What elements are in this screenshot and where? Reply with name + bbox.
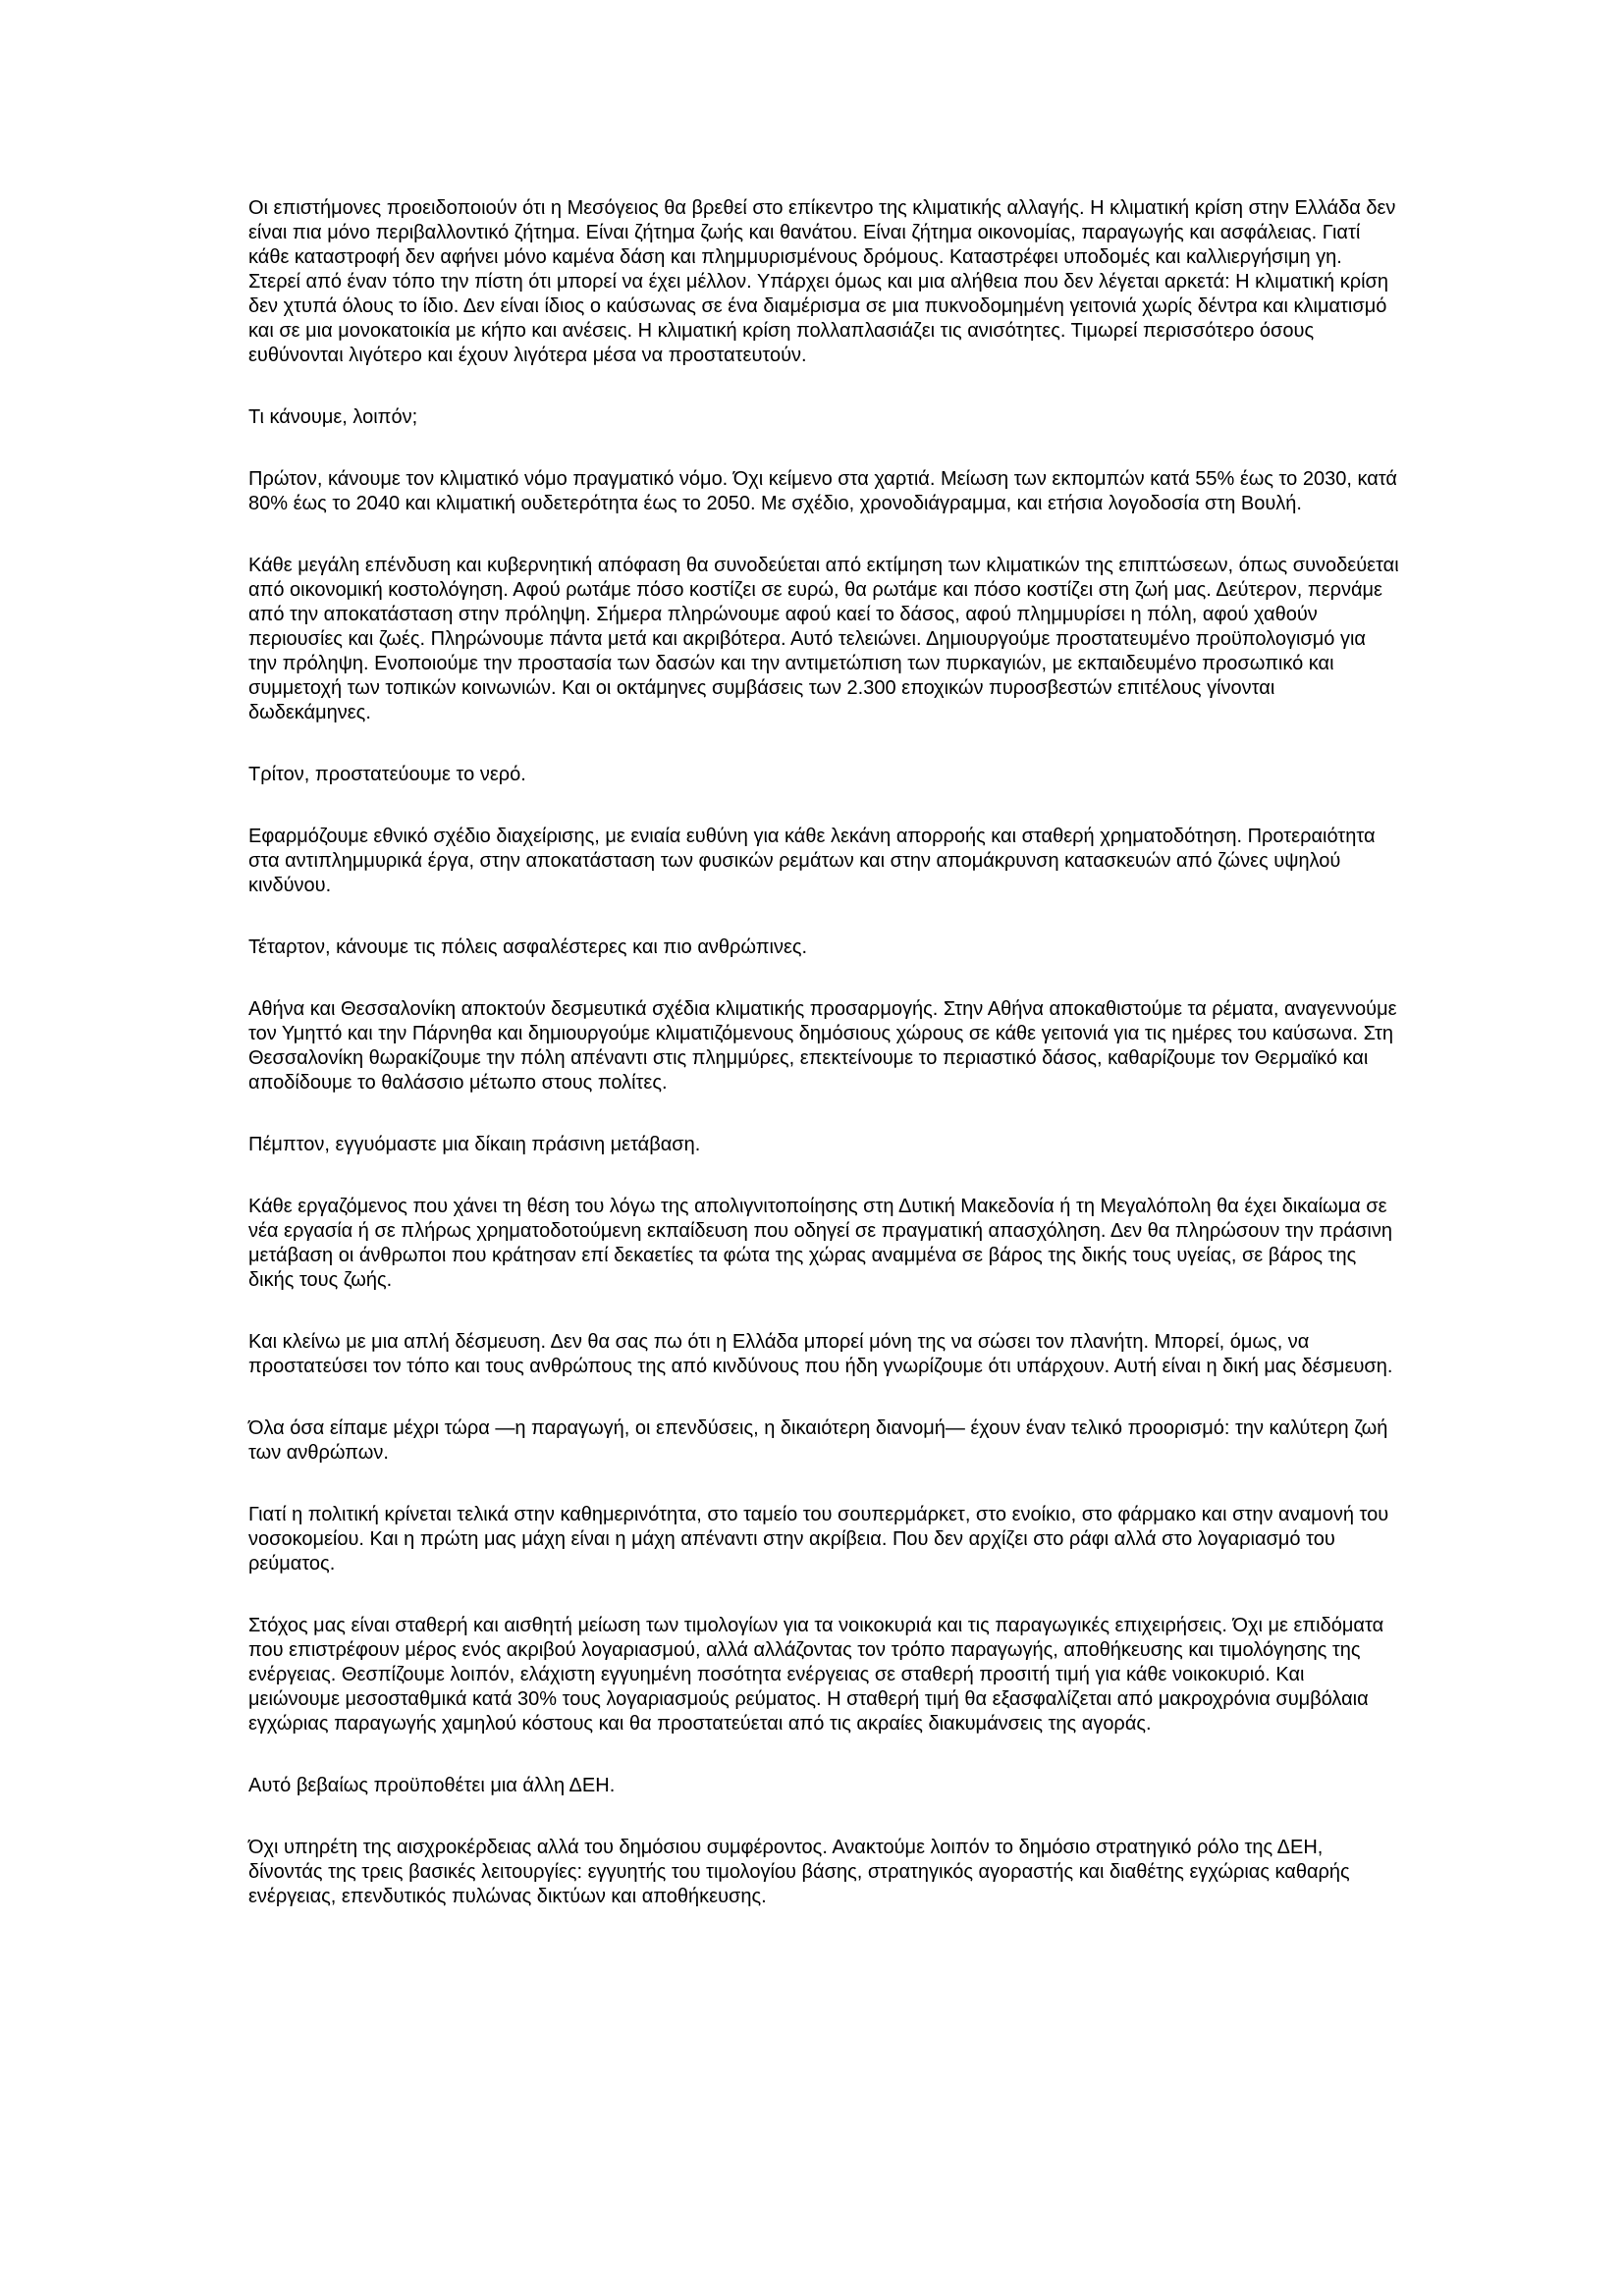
paragraph-10: Κάθε εργαζόμενος που χάνει τη θέση του λόγω της απολιγνιτοποίησης στη Δυτική Μακεδονία ή τη Μεγαλόπολη θα έχει δικαίωμα σε νέα εργασία ή σε πλήρως χρηματοδοτούμενη εκπαίδευση που οδηγεί σε πραγματική απασχόληση. Δεν θα πληρώσουν την πράσινη μετάβαση οι άνθρωποι που κράτησαν επί δεκαετίες τα φώτα της χώρας αναμμένα σε βάρος της δικής τους υγείας, σε βάρος της δικής τους ζωής.	[248, 1196, 1392, 1291]
paragraph-11: Και κλείνω με μια απλή δέσμευση. Δεν θα σας πω ότι η Ελλάδα μπορεί μόνη της να σώσει τον πλανήτη. Μπορεί, όμως, να προστατεύσει τον τόπο και τους ανθρώπους της από κινδύνους που ήδη γνωρίζουμε ότι υπάρχουν. Αυτή είναι η δική μας δέσμευση.	[248, 1331, 1393, 1377]
paragraph-7: Τέταρτον, κάνουμε τις πόλεις ασφαλέστερες και πιο ανθρώπινες.	[248, 936, 808, 958]
paragraph-2: Τι κάνουμε, λοιπόν;	[248, 406, 418, 428]
paragraph-6: Εφαρμόζουμε εθνικό σχέδιο διαχείρισης, με ενιαία ευθύνη για κάθε λεκάνη απορροής και σταθερή χρηματοδότηση. Προτεραιότητα στα αντιπλημμυρικά έργα, στην αποκατάσταση των φυσικών ρεμάτων και στην απομάκρυνση κατασκευών από ζώνες υψηλού κινδύνου.	[248, 826, 1376, 896]
paragraph-3: Πρώτον, κάνουμε τον κλιματικό νόμο πραγματικό νόμο. Όχι κείμενο στα χαρτιά. Μείωση των εκπομπών κατά 55% έως το 2030, κατά 80% έως το 2040 και κλιματική ουδετερότητα έως το 2050. Με σχέδιο, χρονοδιάγραμμα, και ετήσια λογοδοσία στη Βουλή.	[248, 468, 1397, 514]
paragraph-14: Στόχος μας είναι σταθερή και αισθητή μείωση των τιμολογίων για τα νοικοκυριά και τις παραγωγικές επιχειρήσεις. Όχι με επιδόματα που επιστρέφουν μέρος ενός ακριβού λογαριασμού, αλλά αλλάζοντας τον τρόπο παραγωγής, αποθήκευσης και τιμολόγησης της ενέργειας. Θεσπίζουμε λοιπόν, ελάχιστη εγγυημένη ποσότητα ενέργειας σε σταθερή προσιτή τιμή για κάθε νοικοκυριό. Και μειώνουμε μεσοσταθμικά κατά 30% τους λογαριασμούς ρεύματος. Η σταθερή τιμή θα εξασφαλίζεται από μακροχρόνια συμβόλαια εγχώριας παραγωγής χαμηλού κόστους και θα προστατεύεται από τις ακραίες διακυμάνσεις της αγοράς.	[248, 1615, 1384, 1735]
paragraph-1: Οι επιστήμονες προειδοποιούν ότι η Μεσόγειος θα βρεθεί στο επίκεντρο της κλιματικής αλλαγής. Η κλιματική κρίση στην Ελλάδα δεν είναι πια μόνο περιβαλλοντικό ζήτημα. Είναι ζήτημα ζωής και θανάτου. Είναι ζήτημα οικονομίας, παραγωγής και ασφάλειας. Γιατί κάθε καταστροφή δεν αφήνει μόνο καμένα δάση και πλημμυρισμένους δρόμους. Καταστρέφει υποδομές και καλλιεργήσιμη γη. Στερεί από έναν τόπο την πίστη ότι μπορεί να έχει μέλλον. Υπάρχει όμως και μια αλήθεια που δεν λέγεται αρκετά: Η κλιματική κρίση δεν χτυπά όλους το ίδιο. Δεν είναι ίδιος ο καύσωνας σε ένα διαμέρισμα σε μια πυκνοδομημένη γειτονιά χωρίς δέντρα και κλιματισμό και σε μια μονοκατοικία με κήπο και ανέσεις. Η κλιματική κρίση πολλαπλασιάζει τις ανισότητες. Τιμωρεί περισσότερο όσους ευθύνονται λιγότερο και έχουν λιγότερα μέσα να προστατευτούν.	[248, 197, 1396, 366]
paragraph-4: Κάθε μεγάλη επένδυση και κυβερνητική απόφαση θα συνοδεύεται από εκτίμηση των κλιματικών της επιπτώσεων, όπως συνοδεύεται από οικονομική κοστολόγηση. Αφού ρωτάμε πόσο κοστίζει σε ευρώ, θα ρωτάμε και πόσο κοστίζει στη ζωή μας. Δεύτερον, περνάμε από την αποκατάσταση στην πρόληψη. Σήμερα πληρώνουμε αφού καεί το δάσος, αφού πλημμυρίσει η πόλη, αφού χαθούν περιουσίες και ζωές. Πληρώνουμε πάντα μετά και ακριβότερα. Αυτό τελειώνει. Δημιουργούμε προστατευμένο προϋπολογισμό για την πρόληψη. Ενοποιούμε την προστασία των δασών και την αντιμετώπιση των πυρκαγιών, με εκπαιδευμένο προσωπικό και συμμετοχή των τοπικών κοινωνιών. Και οι οκτάμηνες συμβάσεις των 2.300 εποχικών πυροσβεστών επιτέλους γίνονται δωδεκάμηνες.	[248, 555, 1399, 723]
document-page	[248, 196, 1399, 1947]
paragraph-13: Γιατί η πολιτική κρίνεται τελικά στην καθημερινότητα, στο ταμείο του σουπερμάρκετ, στο ενοίκιο, στο φάρμακο και στην αναμονή του νοσοκομείου. Και η πρώτη μας μάχη είναι η μάχη απέναντι στην ακρίβεια. Που δεν αρχίζει στο ράφι αλλά στο λογαριασμό του ρεύματος.	[248, 1504, 1389, 1575]
paragraph-9: Πέμπτον, εγγυόμαστε μια δίκαιη πράσινη μετάβαση.	[248, 1134, 701, 1155]
paragraph-16: Όχι υπηρέτη της αισχροκέρδειας αλλά του δημόσιου συμφέροντος. Ανακτούμε λοιπόν το δημόσιο στρατηγικό ρόλο της ΔΕΗ, δίνοντάς της τρεις βασικές λειτουργίες: εγγυητής του τιμολογίου βάσης, στρατηγικός αγοραστής και διαθέτης εγχώριας καθαρής ενέργειας, επενδυτικός πυλώνας δικτύων και αποθήκευσης.	[248, 1837, 1350, 1907]
paragraph-8: Αθήνα και Θεσσαλονίκη αποκτούν δεσμευτικά σχέδια κλιματικής προσαρμογής. Στην Αθήνα αποκαθιστούμε τα ρέματα, αναγεννούμε τον Υμηττό και την Πάρνηθα και δημιουργούμε κλιματιζόμενους δημόσιους χώρους σε κάθε γειτονιά για τις ημέρες του καύσωνα. Στη Θεσσαλονίκη θωρακίζουμε την πόλη απέναντι στις πλημμύρες, επεκτείνουμε το περιαστικό δάσος, καθαρίζουμε τον Θερμαϊκό και αποδίδουμε το θαλάσσιο μέτωπο στους πολίτες.	[248, 998, 1397, 1094]
paragraph-12: Όλα όσα είπαμε μέχρι τώρα —η παραγωγή, οι επενδύσεις, η δικαιότερη διανομή— έχουν έναν τελικό προορισμό: την καλύτερη ζωή των ανθρώπων.	[248, 1417, 1388, 1464]
paragraph-15: Αυτό βεβαίως προϋποθέτει μια άλλη ΔΕΗ.	[248, 1775, 616, 1796]
paragraph-5: Τρίτον, προστατεύουμε το νερό.	[248, 764, 526, 785]
